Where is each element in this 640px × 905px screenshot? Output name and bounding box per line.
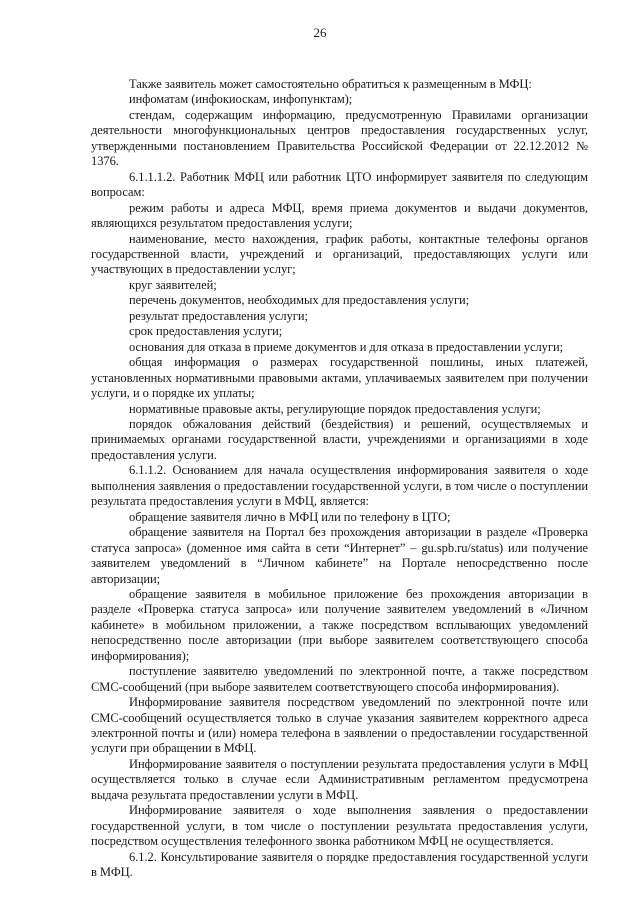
paragraph: поступление заявителю уведомлений по электронной почте, а также посредством СМС-сообщений (при выборе заявителем соответствующего способа информирования). — [91, 664, 588, 694]
paragraph: Информирование заявителя посредством уведомлений по электронной почте или СМС-сообщений осуществляется только в случае указания заявителем корректного адреса электронной почты и (или) номера телефона в заявлении о предоставлении государственной услуги при обращении в МФЦ. — [91, 695, 588, 756]
paragraph: общая информация о размерах государственной пошлины, иных платежей, установленных нормативными правовыми актами, уплачиваемых заявителем при получении услуги, и о порядке их уплаты; — [91, 355, 588, 401]
paragraph: круг заявителей; — [129, 277, 217, 292]
paragraph: перечень документов, необходимых для предоставления услуги; — [129, 293, 470, 308]
paragraph: стендам, содержащим информацию, предусмотренную Правилами организации деятельности многофункциональных центров предоставления государственных услуг, утвержденными постановлением Правительства Российской Федерации от 22.12.2012 № 1376. — [91, 107, 588, 169]
paragraph: обращение заявителя лично в МФЦ или по телефону в ЦТО; — [129, 509, 451, 524]
paragraph: Также заявитель может самостоятельно обратиться к размещенным в МФЦ: — [129, 77, 532, 91]
paragraph: нормативные правовые акты, регулирующие порядок предоставления услуги; — [129, 401, 541, 416]
paragraph: инфоматам (инфокиоскам, инфопунктам); — [129, 92, 353, 107]
paragraph: результат предоставления услуги; — [129, 308, 308, 323]
paragraph: основания для отказа в приеме документов и для отказа в предоставлении услуги; — [129, 339, 564, 354]
paragraph: обращение заявителя на Портал без прохождения авторизации в разделе «Проверка статуса запроса» (доменное имя сайта в сети “Интернет” – gu.spb.ru/status) или получение заявителем уведомлений в “Личном кабинете” на Портале непосредственно после авторизации; — [91, 525, 588, 586]
paragraph: режим работы и адреса МФЦ, время приема документов и выдачи документов, являющихся результатом предоставления услуги; — [91, 200, 588, 231]
paragraph: 6.1.2. Консультирование заявителя о порядке предоставления государственной услуги в МФЦ. — [91, 849, 588, 880]
paragraph: 6.1.1.1.2. Работник МФЦ или работник ЦТО информирует заявителя по следующим вопросам: — [91, 169, 588, 200]
paragraph: наименование, место нахождения, график работы, контактные телефоны органов государственной власти, учреждений и организаций, предоставляющих услуги или участвующих в предоставлении услуг; — [91, 231, 588, 277]
paragraph: обращение заявителя в мобильное приложение без прохождения авторизации в разделе «Проверка статуса запроса» или получение заявителем уведомлений в «Личном кабинете» в мобильном приложении, а также посредством всплывающих уведомлений непосредственно после авторизации (при выборе заявителем соответствующего способа информирования); — [91, 586, 588, 663]
paragraph: Информирование заявителя о поступлении результата предоставления услуги в МФЦ осуществляется только в случае если Административным регламентом предусмотрена выдача результата предоставлении услуги в МФЦ. — [91, 756, 588, 802]
paragraph: порядок обжалования действий (бездействия) и решений, осуществляемых и принимаемых органами государственной власти, учреждениями и организациями в ходе предоставления услуги. — [91, 416, 588, 462]
paragraph: срок предоставления услуги; — [129, 324, 283, 339]
document-body — [91, 77, 588, 881]
paragraph: 6.1.1.2. Основанием для начала осуществления информирования заявителя о ходе выполнения заявления о предоставлении государственной услуги, в том числе о поступлении результата предоставления услуги в МФЦ, является: — [91, 463, 588, 509]
paragraph: Информирование заявителя о ходе выполнения заявления о предоставлении государственной услуги, в том числе о поступлении результата предоставления услуги, посредством осуществления телефонного звонка работником МФЦ не осуществляется. — [91, 803, 588, 849]
page-number: 26 — [313, 25, 327, 40]
